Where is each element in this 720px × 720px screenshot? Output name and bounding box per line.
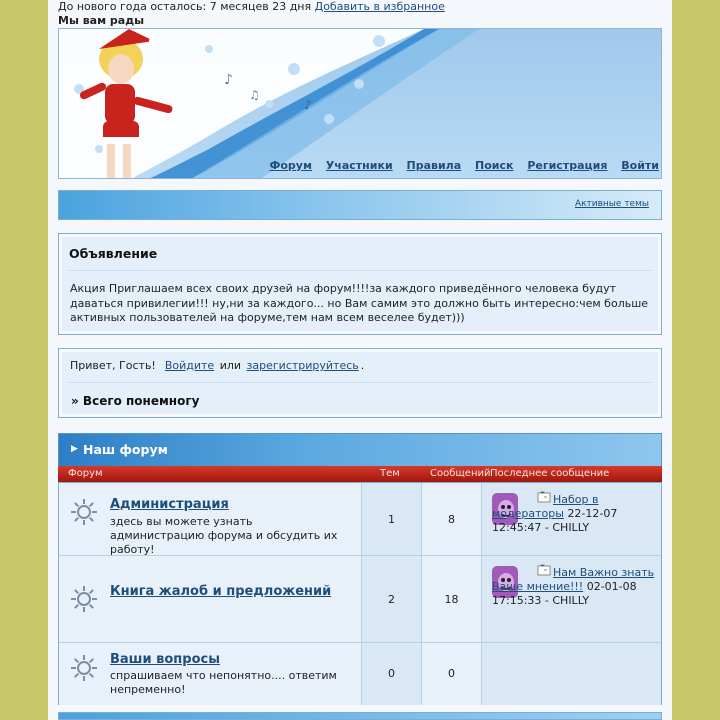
last-post-cell xyxy=(482,556,661,642)
nav-register[interactable]: Регистрация xyxy=(527,159,608,172)
col-last: Последнее сообщение xyxy=(490,468,610,479)
expand-arrow-icon[interactable]: ▶ xyxy=(71,444,78,454)
or-text: или xyxy=(219,359,242,372)
forum-description: спрашиваем что непонятно.... ответим непременно! xyxy=(110,669,337,696)
nav-login[interactable]: Войти xyxy=(621,159,659,172)
forum-name-link[interactable]: Ваши вопросы xyxy=(110,652,220,667)
announcement-title: Объявление xyxy=(69,246,158,261)
welcome-text: Мы вам рады xyxy=(58,14,145,27)
last-post-cell xyxy=(482,483,661,555)
topics-cell xyxy=(362,643,422,705)
register-link[interactable]: зарегистрируйтесь xyxy=(246,359,359,372)
nav-search[interactable]: Поиск xyxy=(475,159,514,172)
posts-count: 8 xyxy=(448,513,455,526)
dot-text: . xyxy=(360,359,365,372)
gear-icon xyxy=(69,653,99,683)
last-post-info xyxy=(492,564,657,608)
gear-icon xyxy=(69,584,99,614)
divider xyxy=(69,382,651,383)
topics-cell xyxy=(362,483,422,555)
puzzle-icon xyxy=(537,564,553,580)
banner-illustration xyxy=(59,29,662,179)
forum-cell xyxy=(59,483,362,555)
forum-cell xyxy=(59,556,362,642)
forum-description: здесь вы можете узнать администрацию форума и обсудить их работу! xyxy=(110,515,338,556)
topics-count: 1 xyxy=(388,513,395,526)
svg-text:♪: ♪ xyxy=(224,72,233,88)
last-topic-link[interactable]: Нам Важно знать Ваше мнение!!! xyxy=(492,566,655,593)
last-post-meta: 02-01-08 17:15:33 - CHILLY xyxy=(492,580,637,607)
col-forum: Форум xyxy=(68,468,103,479)
login-link[interactable]: Войдите xyxy=(164,359,215,372)
forum-table xyxy=(58,482,662,705)
active-topics-bar xyxy=(58,190,662,220)
forum-category-header[interactable] xyxy=(58,433,662,467)
svg-text:♫: ♫ xyxy=(249,88,260,102)
breadcrumb: » Всего понемногу xyxy=(71,394,200,408)
header-banner xyxy=(58,28,662,179)
page xyxy=(48,0,672,720)
table-row xyxy=(59,643,661,705)
last-topic-link[interactable]: Набор в модераторы xyxy=(492,493,599,520)
guest-greeting-line xyxy=(70,359,364,372)
forum-cell xyxy=(59,643,362,705)
table-row xyxy=(59,483,661,556)
active-topics-link[interactable]: Активные темы xyxy=(574,199,649,209)
guest-panel xyxy=(58,348,662,418)
forum-name-link[interactable]: Администрация xyxy=(110,497,229,512)
divider xyxy=(69,270,651,271)
forum-table-header xyxy=(58,466,662,482)
topics-count: 2 xyxy=(388,593,395,606)
last-post-cell xyxy=(482,643,661,705)
category-title: Наш форум xyxy=(83,442,168,457)
nav-members[interactable]: Участники xyxy=(325,159,393,172)
last-post-meta: 22-12-07 12:45:47 - CHILLY xyxy=(492,507,618,534)
puzzle-icon xyxy=(537,491,553,507)
posts-count: 18 xyxy=(444,593,459,606)
posts-cell xyxy=(422,643,482,705)
announcement-text: Акция Приглашаем всех своих друзей на форум!!!!за каждого приведённого человека будут даваться привилегии!!! ну,ни за каждого... но Вам самим это должно быть интересно:чем больше активных пользователей на форуме,тем нам всем веселее будет))) xyxy=(70,282,649,324)
bookmark-link[interactable]: Добавить в избранное xyxy=(314,0,445,13)
nav-rules[interactable]: Правила xyxy=(406,159,462,172)
last-post-info xyxy=(492,491,657,535)
posts-cell xyxy=(422,483,482,555)
guest-greeting: Привет, Гость! xyxy=(70,359,156,372)
col-topics: Тем xyxy=(380,468,400,479)
nav-forum[interactable]: Форум xyxy=(269,159,312,172)
gear-icon xyxy=(69,497,99,527)
countdown-text: До нового года осталось: 7 месяцев 23 дня xyxy=(58,0,312,13)
posts-cell xyxy=(422,556,482,642)
forum-name-link[interactable]: Книга жалоб и предложений xyxy=(110,584,332,599)
topics-count: 0 xyxy=(388,667,395,680)
topics-cell xyxy=(362,556,422,642)
countdown-line xyxy=(58,0,662,14)
svg-text:♪: ♪ xyxy=(304,98,312,112)
next-category-header xyxy=(58,712,662,720)
main-nav xyxy=(259,159,659,172)
table-row xyxy=(59,556,661,643)
announcement-panel xyxy=(58,233,662,335)
col-posts: Сообщений xyxy=(430,468,491,479)
posts-count: 0 xyxy=(448,667,455,680)
